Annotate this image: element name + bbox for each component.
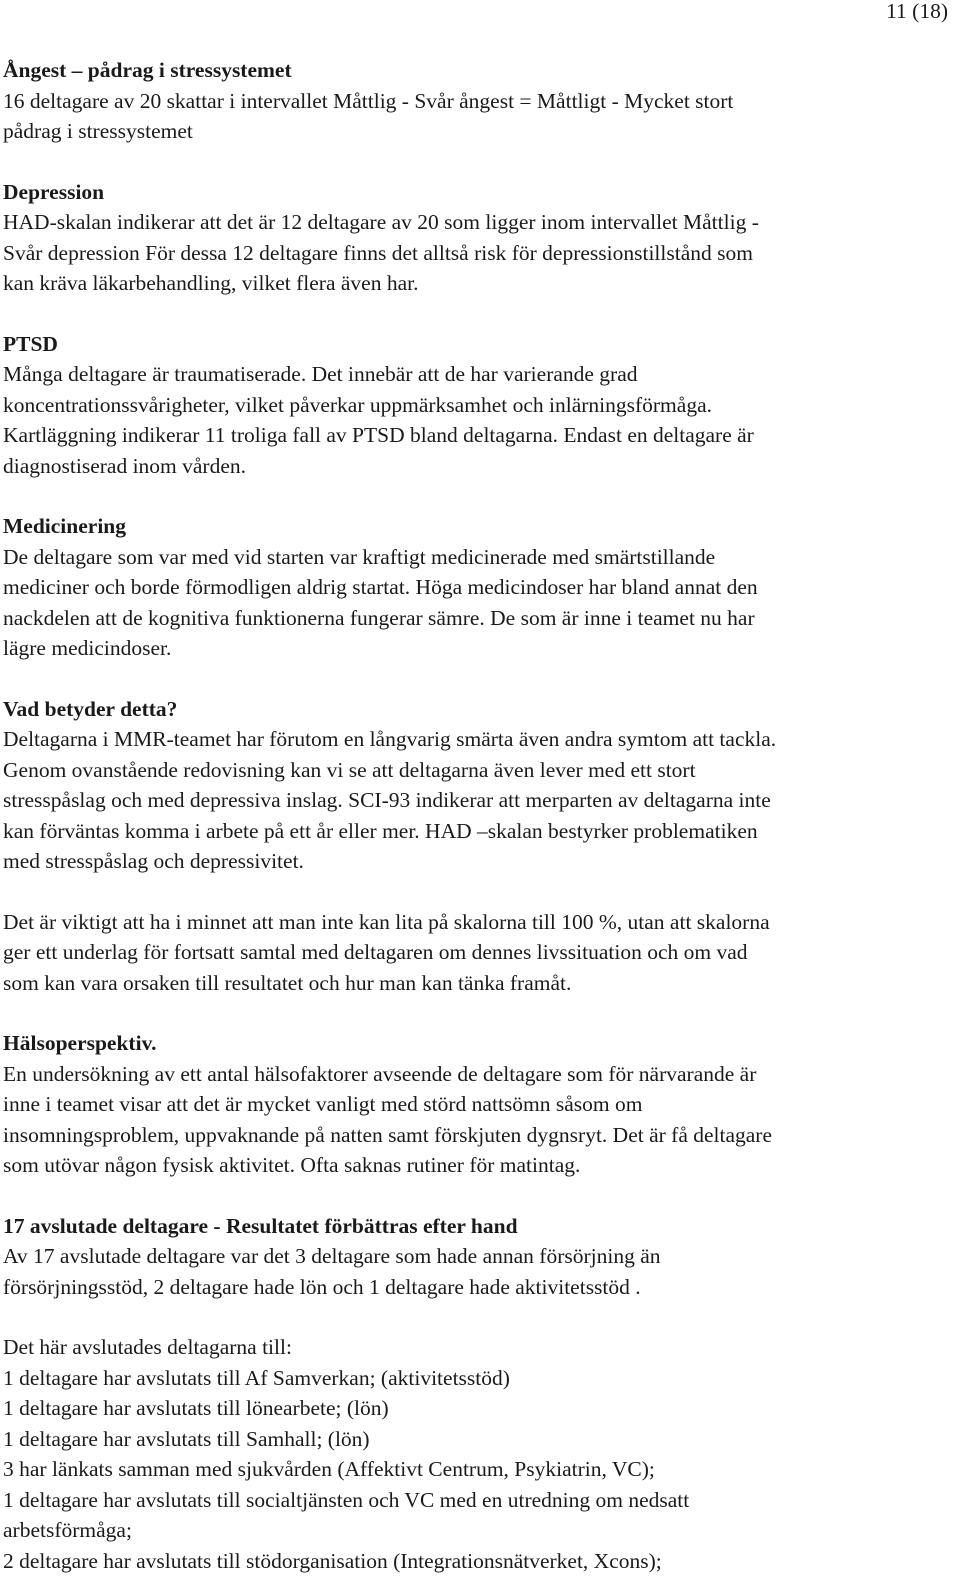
- text-line: 16 deltagare av 20 skattar i intervallet Måttlig - Svår ångest = Måttligt - Mycket stort: [3, 88, 734, 113]
- text-line: som kan vara orsaken till resultatet och hur man kan tänka framåt.: [3, 970, 572, 995]
- list-item: 1 deltagare har avslutats till Af Samverkan; (aktivitetsstöd): [3, 1365, 510, 1390]
- section-text-avslutade-deltagare: [3, 1241, 957, 1302]
- avslutades-intro: Det här avslutades deltagarna till:: [3, 1335, 292, 1359]
- text-line: med stresspåslag och depressivitet.: [3, 849, 304, 873]
- text-line: insomningsproblem, uppvaknande på natten samt förskjuten dygnsryt. Det är få deltagare: [3, 1122, 773, 1147]
- section-avslutade-deltagare: [3, 1211, 957, 1303]
- text-line: diagnostiserad inom vården.: [3, 453, 247, 478]
- section-angest: [3, 55, 957, 147]
- text-line: Av 17 avslutade deltagare var det 3 deltagare som hade annan försörjning än: [3, 1244, 661, 1268]
- section-ptsd: [3, 329, 957, 482]
- section-text-depression: [3, 207, 957, 299]
- section-heading-depression: Depression: [3, 179, 105, 204]
- avslutades-list: [3, 1363, 957, 1577]
- text-line: nackdelen att de kognitiva funktionerna fungerar sämre. De som är inne i teamet nu har: [3, 605, 755, 630]
- text-line: En undersökning av ett antal hälsofaktorer avseende de deltagare som för närvarande är: [3, 1061, 757, 1086]
- list-item: 1 deltagare har avslutats till Samhall; (lön): [3, 1426, 370, 1451]
- text-line: som utövar någon fysisk aktivitet. Ofta saknas rutiner för matintag.: [3, 1153, 581, 1177]
- text-line: Många deltagare är traumatiserade. Det innebär att de har varierande grad: [3, 362, 638, 386]
- text-line: De deltagare som var med vid starten var kraftigt medicinerade med smärtstillande: [3, 544, 716, 569]
- text-line: Svår depression För dessa 12 deltagare finns det alltså risk för depressionstillstånd som: [3, 240, 753, 265]
- text-line: stresspåslag och med depressiva inslag. SCI-93 indikerar att merparten av deltagarna inte: [3, 788, 771, 812]
- section-heading-ptsd: PTSD: [3, 331, 58, 356]
- section-text-ptsd: [3, 359, 957, 481]
- section-medicinering: [3, 511, 957, 664]
- text-line: kan förväntas komma i arbete på ett år eller mer. HAD –skalan bestyrker problematiken: [3, 818, 758, 843]
- text-line: Kartläggning indikerar 11 troliga fall av PTSD bland deltagarna. Endast en deltagare är: [3, 423, 754, 447]
- section-depression: [3, 177, 957, 299]
- text-line: HAD-skalan indikerar att det är 12 deltagare av 20 som ligger inom intervallet Måttlig -: [3, 210, 759, 234]
- section-heading-halsoperspektiv: Hälsoperspektiv.: [3, 1031, 157, 1055]
- section-text-vad-betyder-detta: [3, 724, 957, 877]
- document-body: [3, 55, 957, 1576]
- text-line: försörjningsstöd, 2 deltagare hade lön och 1 deltagare hade aktivitetsstöd .: [3, 1274, 641, 1299]
- section-text-halsoperspektiv: [3, 1059, 957, 1181]
- text-line: Genom ovanstående redovisning kan vi se att deltagarna även lever med ett stort: [3, 757, 696, 782]
- text-line: kan kräva läkarbehandling, vilket flera även har.: [3, 271, 419, 295]
- text-line: koncentrationssvårigheter, vilket påverkar uppmärksamhet och inlärningsförmåga.: [3, 392, 712, 417]
- section-heading-avslutade-deltagare: 17 avslutade deltagare - Resultatet förbättras efter hand: [3, 1213, 518, 1238]
- section-vad-betyder-detta: [3, 694, 957, 877]
- text-line: mediciner och borde förmodligen aldrig startat. Höga medicindoser har bland annat den: [3, 575, 758, 599]
- section-heading-medicinering: Medicinering: [3, 514, 127, 538]
- list-item: arbetsförmåga;: [3, 1518, 132, 1542]
- list-item: 1 deltagare har avslutats till lönearbete; (lön): [3, 1396, 389, 1420]
- section-text-viktigt: [3, 907, 957, 999]
- section-text-medicinering: [3, 542, 957, 664]
- text-line: ger ett underlag för fortsatt samtal med deltagaren om dennes livssituation och om vad: [3, 940, 748, 964]
- text-line: pådrag i stressystemet: [3, 119, 193, 143]
- page-number: 11 (18): [886, 0, 948, 23]
- text-line: lägre medicindoser.: [3, 636, 172, 660]
- section-text-angest: [3, 86, 957, 147]
- text-line: Deltagarna i MMR-teamet har förutom en långvarig smärta även andra symtom att tackla.: [3, 727, 777, 751]
- text-line: inne i teamet visar att det är mycket vanligt med störd nattsömn såsom om: [3, 1092, 643, 1116]
- list-item: 2 deltagare har avslutats till stödorganisation (Integrationsnätverket, Xcons);: [3, 1548, 662, 1573]
- list-item: 1 deltagare har avslutats till socialtjänsten och VC med en utredning om nedsatt: [3, 1487, 690, 1512]
- section-halsoperspektiv: [3, 1028, 957, 1181]
- section-avslutades-till: [3, 1332, 957, 1576]
- list-item: 3 har länkats samman med sjukvården (Affektivt Centrum, Psykiatrin, VC);: [3, 1457, 655, 1481]
- section-heading-angest: Ångest – pådrag i stressystemet: [3, 58, 292, 82]
- section-viktigt: [3, 907, 957, 999]
- text-line: Det är viktigt att ha i minnet att man inte kan lita på skalorna till 100 %, utan att skalorna: [3, 909, 770, 934]
- section-heading-vad-betyder-detta: Vad betyder detta?: [3, 696, 178, 721]
